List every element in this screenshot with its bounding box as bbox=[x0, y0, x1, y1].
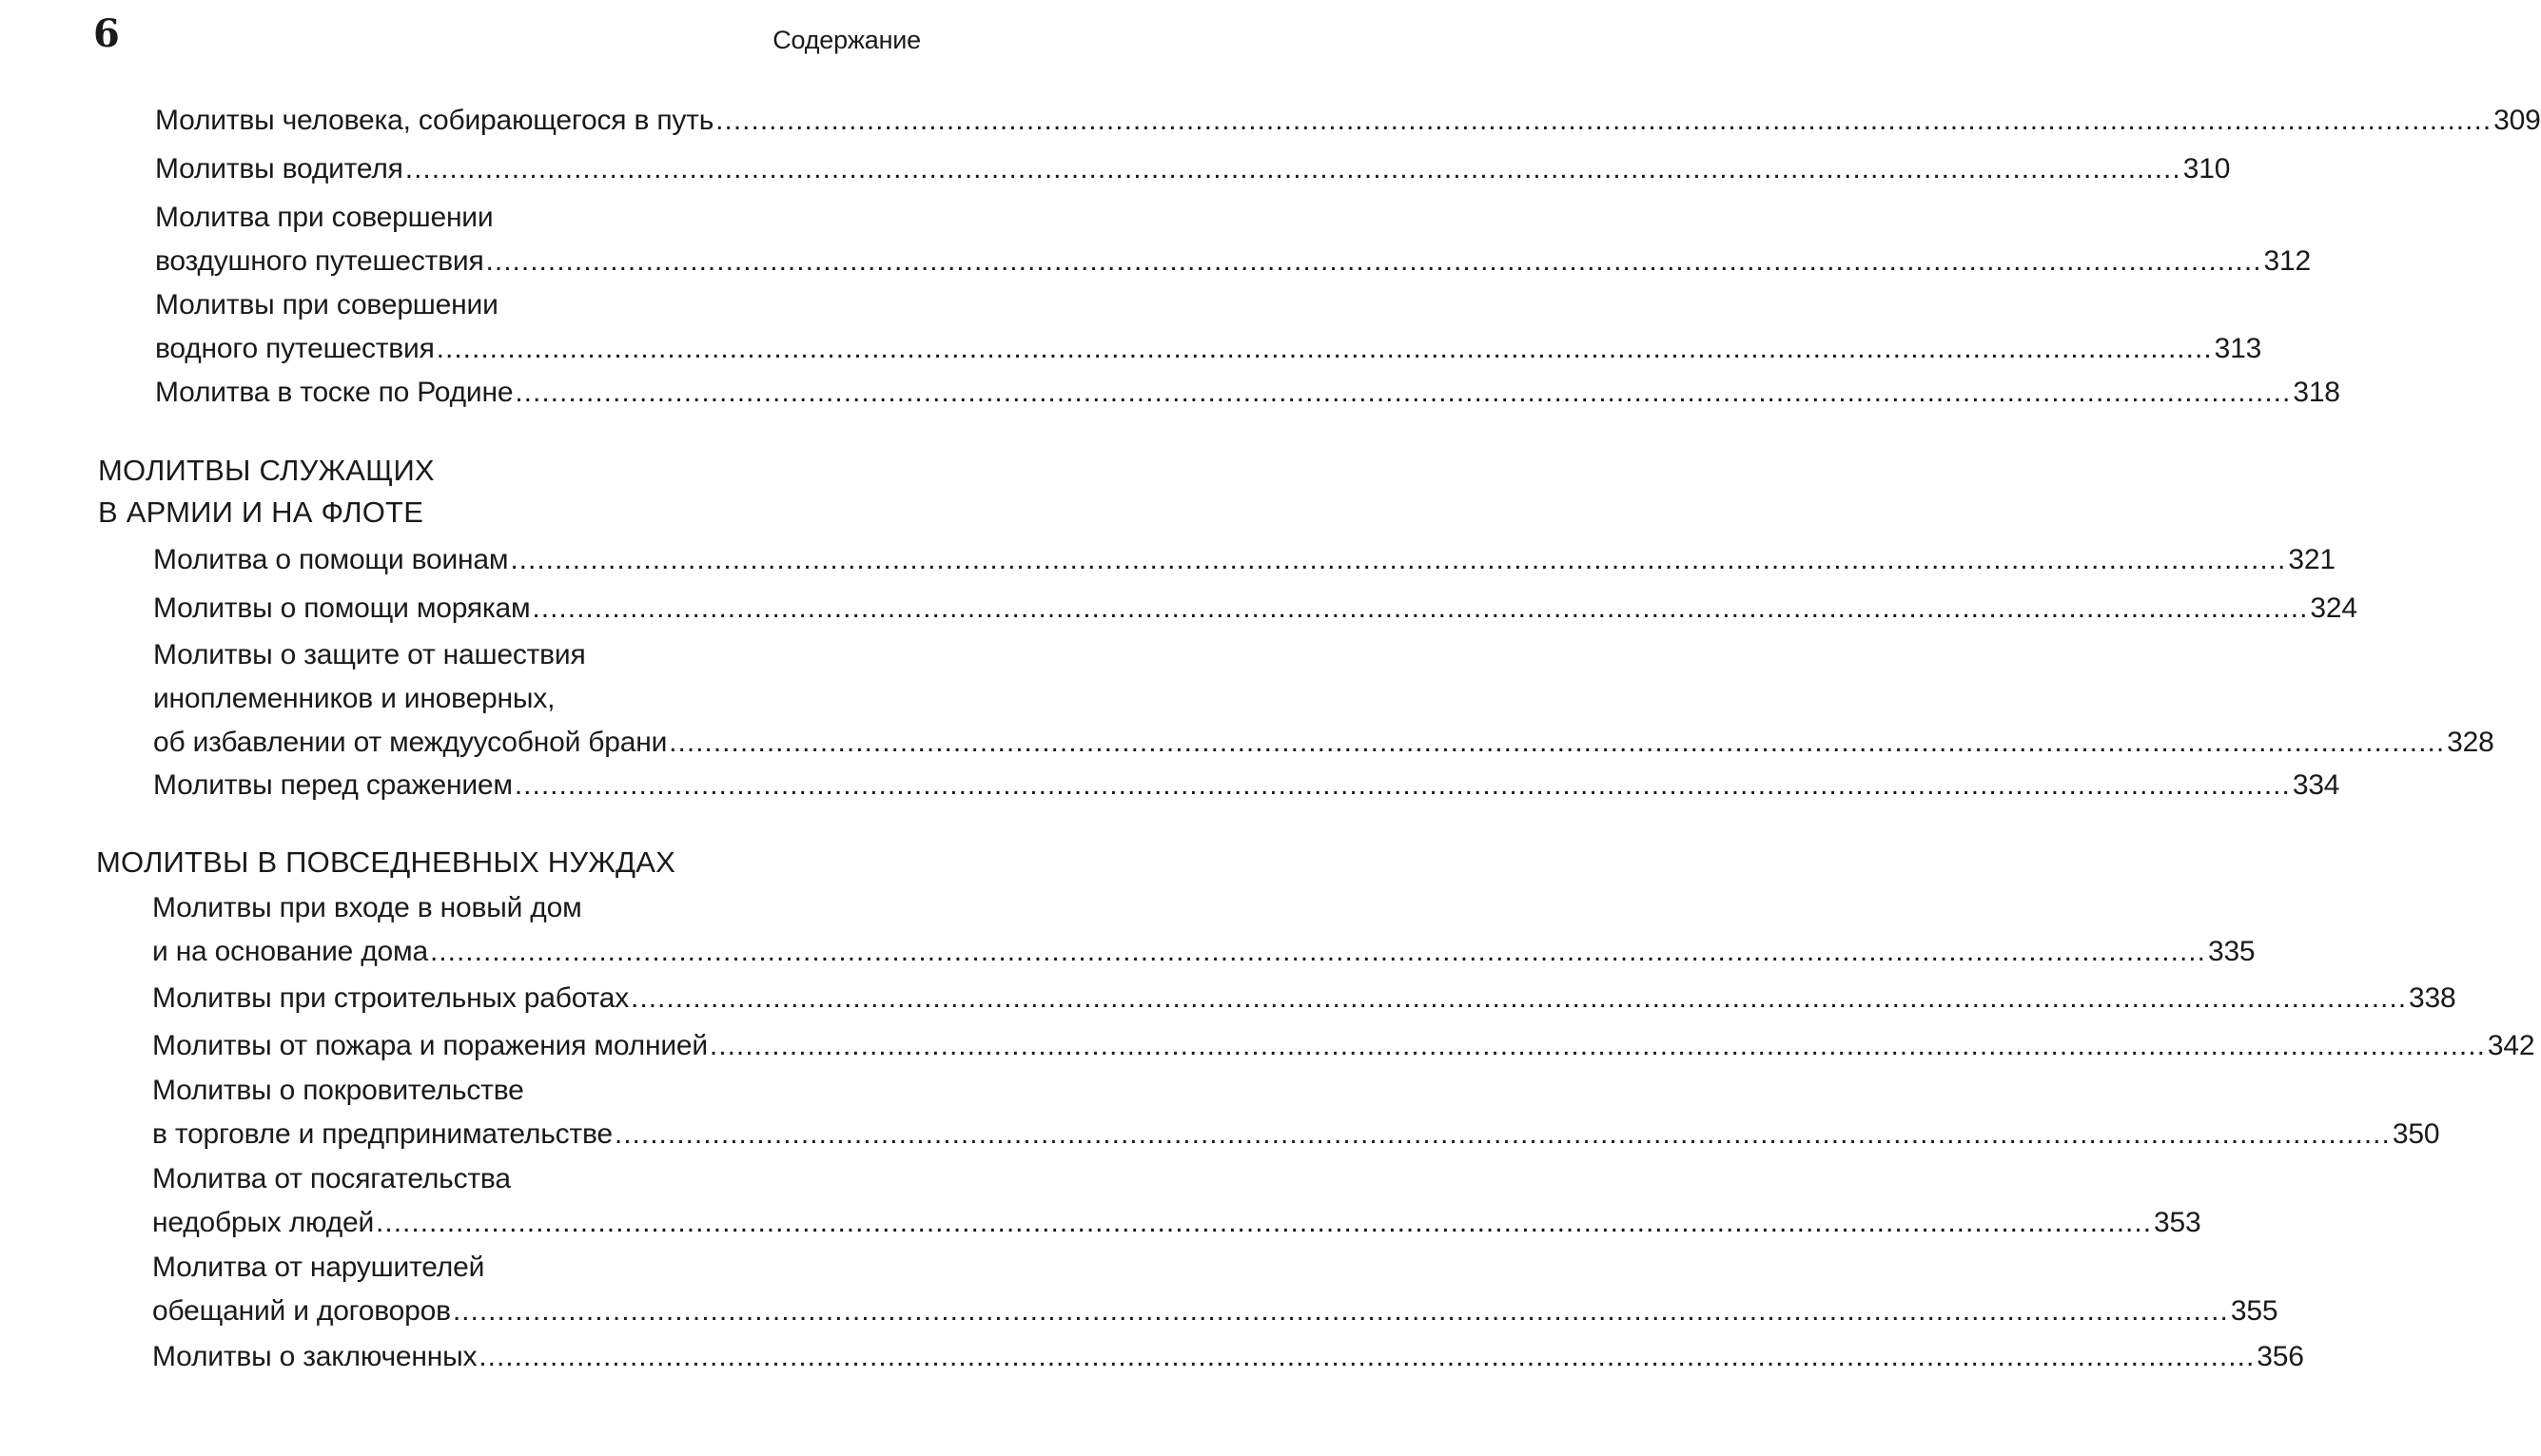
toc-entry[interactable] bbox=[155, 147, 2231, 191]
dot-leader: ........................................................................................................................................................................................................ bbox=[515, 377, 2292, 408]
toc-entry[interactable] bbox=[152, 1024, 2535, 1068]
dot-leader: ........................................................................................................................................................................................................ bbox=[532, 592, 2309, 624]
toc-entry[interactable] bbox=[153, 764, 2340, 807]
toc-entry-title-line: иноплеменников и иноверных, bbox=[153, 683, 556, 714]
toc-entry-page-number: 355 bbox=[2230, 1295, 2278, 1327]
toc-entry-title: и на основание дома bbox=[152, 936, 428, 967]
toc-entry-page-number: 335 bbox=[2207, 936, 2256, 967]
toc-entry-page-number: 342 bbox=[2487, 1030, 2535, 1061]
toc-entry-title-line: Молитвы о защите от нашествия bbox=[153, 639, 586, 670]
toc-entry-row bbox=[152, 1024, 2535, 1068]
toc-entry-row bbox=[155, 371, 2340, 415]
dot-leader: ........................................................................................................................................................................................................ bbox=[631, 982, 2408, 1014]
toc-entry-row bbox=[152, 1335, 2304, 1379]
toc-entry-row bbox=[155, 327, 2262, 371]
toc-entry-title: Молитвы о заключенных bbox=[152, 1341, 478, 1372]
toc-entry-row bbox=[153, 764, 2340, 807]
toc-entry-row bbox=[155, 240, 2312, 283]
toc-entry-title: Молитвы перед сражением bbox=[153, 769, 513, 801]
toc-entry-page-number: 338 bbox=[2409, 982, 2456, 1014]
toc-entry-row bbox=[155, 99, 2541, 143]
toc-entry-page-number: 312 bbox=[2263, 245, 2312, 277]
toc-entry[interactable] bbox=[152, 1069, 2440, 1156]
toc-entry[interactable] bbox=[155, 99, 2541, 143]
dot-leader: ........................................................................................................................................................................................................ bbox=[669, 727, 2446, 758]
dot-leader: ........................................................................................................................................................................................................ bbox=[436, 333, 2213, 364]
toc-entry[interactable] bbox=[155, 196, 2312, 283]
toc-entry-page-number: 324 bbox=[2310, 592, 2357, 624]
toc-entry-page-number: 328 bbox=[2447, 727, 2494, 758]
toc-entry-title: Молитва о помощи воинам bbox=[153, 544, 509, 575]
toc-entry-row bbox=[152, 977, 2456, 1020]
toc-entry[interactable] bbox=[155, 371, 2340, 415]
toc-entry-page-number: 310 bbox=[2182, 153, 2231, 184]
dot-leader: ........................................................................................................................................................................................................ bbox=[479, 1341, 2256, 1372]
dot-leader: ........................................................................................................................................................................................................ bbox=[514, 769, 2291, 801]
toc-entry-title: Молитвы человека, собирающегося в путь bbox=[155, 105, 714, 136]
toc-entry-title-line: Молитва при совершении bbox=[155, 202, 494, 233]
toc-entry[interactable] bbox=[152, 886, 2256, 974]
dot-leader: ........................................................................................................................................................................................................ bbox=[510, 544, 2287, 575]
toc-entry-page-number: 313 bbox=[2214, 333, 2262, 364]
toc-entry[interactable] bbox=[152, 1246, 2278, 1333]
dot-leader: ........................................................................................................................................................................................................ bbox=[715, 105, 2492, 136]
toc-entry-title: об избавлении от междуусобной брани bbox=[153, 727, 668, 758]
dot-leader: ........................................................................................................................................................................................................ bbox=[404, 153, 2181, 184]
dot-leader: ........................................................................................................................................................................................................ bbox=[429, 936, 2206, 967]
toc-entry-title: обещаний и договоров bbox=[152, 1295, 451, 1327]
page-number: 6 bbox=[93, 11, 120, 56]
toc-entry-page-number: 353 bbox=[2154, 1207, 2201, 1238]
toc-entry-title-line: Молитвы о покровительстве bbox=[152, 1075, 524, 1106]
toc-entry-page-number: 318 bbox=[2293, 377, 2340, 408]
toc-entry[interactable] bbox=[152, 1157, 2201, 1245]
toc-entry[interactable] bbox=[153, 587, 2357, 631]
toc-entry-title: недобрых людей bbox=[152, 1207, 375, 1238]
toc-entry-page-number: 321 bbox=[2288, 544, 2336, 575]
toc-entry-title-line: Молитвы при входе в новый дом bbox=[152, 892, 582, 923]
dot-leader: ........................................................................................................................................................................................................ bbox=[452, 1295, 2229, 1327]
section-title: МОЛИТВЫ В ПОВСЕДНЕВНЫХ НУЖДАХ bbox=[96, 845, 675, 879]
section-title: МОЛИТВЫ СЛУЖАЩИХ bbox=[98, 454, 435, 487]
toc-entry-title: Молитвы о помощи морякам bbox=[153, 592, 531, 624]
toc-entry[interactable] bbox=[155, 283, 2262, 371]
toc-entry[interactable] bbox=[152, 1335, 2304, 1379]
toc-entry-title: водного путешествия bbox=[155, 333, 435, 364]
toc-entry-page-number: 356 bbox=[2257, 1341, 2304, 1372]
toc-entry-title-line: Молитвы при совершении bbox=[155, 289, 498, 320]
dot-leader: ........................................................................................................................................................................................................ bbox=[485, 245, 2262, 277]
toc-entry[interactable] bbox=[152, 977, 2456, 1020]
section-title: В АРМИИ И НА ФЛОТЕ bbox=[98, 495, 424, 529]
dot-leader: ........................................................................................................................................................................................................ bbox=[614, 1118, 2391, 1150]
dot-leader: ........................................................................................................................................................................................................ bbox=[376, 1207, 2153, 1238]
toc-entry-row bbox=[153, 721, 2494, 765]
toc-entry-row bbox=[153, 587, 2357, 631]
toc-entry-title: Молитва в тоске по Родине bbox=[155, 377, 514, 408]
toc-entry-title: Молитвы при строительных работах bbox=[152, 982, 630, 1014]
toc-entry-title: воздушного путешествия bbox=[155, 245, 484, 277]
toc-entry-title: Молитвы от пожара и поражения молнией bbox=[152, 1030, 708, 1061]
toc-entry-row bbox=[155, 147, 2231, 191]
toc-entry-title-line: Молитва от нарушителей bbox=[152, 1252, 485, 1283]
toc-entry-title: в торговле и предпринимательстве bbox=[152, 1118, 613, 1150]
dot-leader: ........................................................................................................................................................................................................ bbox=[709, 1030, 2486, 1061]
toc-entry-title-line: Молитва от посягательства bbox=[152, 1163, 511, 1194]
toc-entry-title: Молитвы водителя bbox=[155, 153, 403, 184]
toc-entry[interactable] bbox=[153, 633, 2494, 765]
toc-entry-page-number: 334 bbox=[2292, 769, 2340, 801]
toc-entry[interactable] bbox=[153, 538, 2336, 582]
toc-entry-page-number: 309 bbox=[2493, 105, 2541, 136]
running-head: Содержание bbox=[772, 26, 921, 54]
toc-entry-row bbox=[152, 1290, 2278, 1333]
toc-entry-row bbox=[152, 1201, 2201, 1245]
toc-entry-row bbox=[152, 1113, 2440, 1156]
toc-entry-row bbox=[153, 538, 2336, 582]
toc-entry-page-number: 350 bbox=[2392, 1118, 2440, 1150]
toc-entry-row bbox=[152, 930, 2256, 974]
